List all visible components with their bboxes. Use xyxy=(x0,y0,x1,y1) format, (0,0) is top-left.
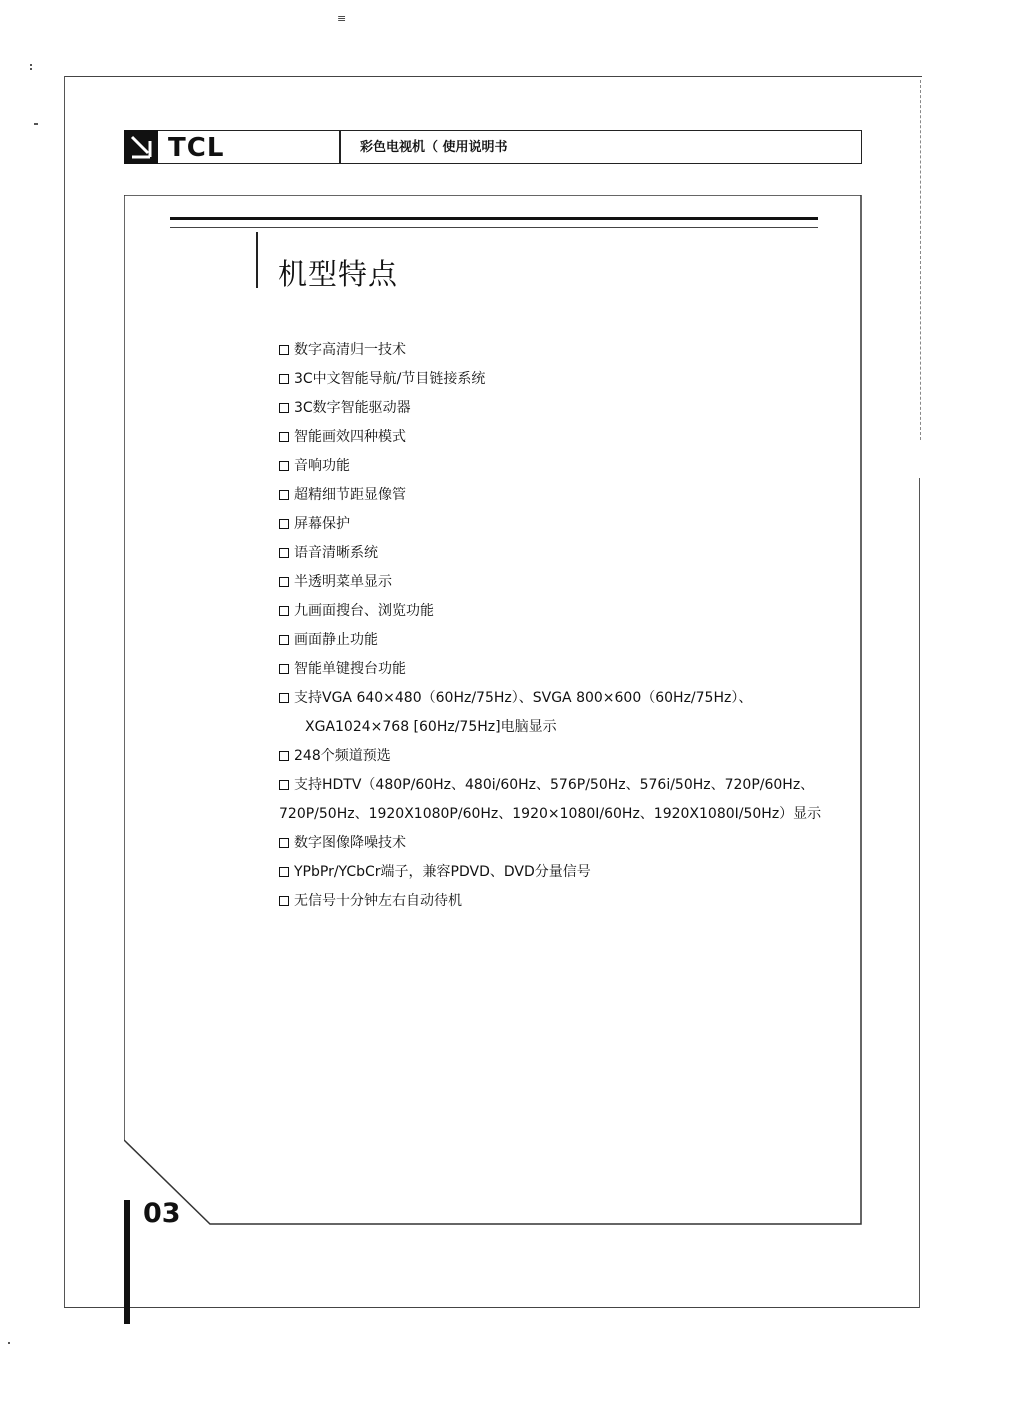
feature-text: 3C数字智能驱动器 xyxy=(294,400,411,416)
checkbox-icon xyxy=(279,519,289,529)
feature-item xyxy=(279,510,839,539)
page-frame-right-dashed xyxy=(920,80,921,440)
checkbox-icon xyxy=(279,606,289,616)
feature-text: 支持VGA 640×480（60Hz/75Hz）、SVGA 800×600（60Hz/75Hz）、 xyxy=(294,690,753,706)
checkbox-icon xyxy=(279,664,289,674)
feature-text: 音响功能 xyxy=(294,458,350,474)
feature-text: 画面静止功能 xyxy=(294,632,378,648)
feature-text: 智能单键搜台功能 xyxy=(294,661,406,677)
scan-speck xyxy=(34,123,38,125)
feature-item-continuation xyxy=(279,713,839,742)
checkbox-icon xyxy=(279,867,289,877)
title-side-bar xyxy=(256,232,258,288)
feature-item xyxy=(279,539,839,568)
page-frame-right xyxy=(919,478,920,1308)
feature-text: 3C中文智能导航/节目链接系统 xyxy=(294,371,486,387)
feature-item xyxy=(279,626,839,655)
checkbox-icon xyxy=(279,780,289,790)
feature-item xyxy=(279,829,839,858)
checkbox-icon xyxy=(279,896,289,906)
checkbox-icon xyxy=(279,490,289,500)
feature-item-continuation xyxy=(279,800,839,829)
brand-name: TCL xyxy=(168,133,225,163)
checkbox-icon xyxy=(279,461,289,471)
checkbox-icon xyxy=(279,693,289,703)
feature-item xyxy=(279,771,839,800)
feature-item xyxy=(279,684,839,713)
feature-text: 智能画效四种模式 xyxy=(294,429,406,445)
checkbox-icon xyxy=(279,345,289,355)
title-rule-thin xyxy=(170,227,818,228)
feature-text: 超精细节距显像管 xyxy=(294,487,406,503)
feature-text: XGA1024×768 [60Hz/75Hz]电脑显示 xyxy=(305,719,557,735)
page-frame-left xyxy=(64,76,65,1308)
checkbox-icon xyxy=(279,635,289,645)
page-title: 机型特点 xyxy=(278,257,399,291)
scan-speck xyxy=(8,1342,10,1344)
scan-speck xyxy=(30,64,32,66)
feature-text: 数字高清归一技术 xyxy=(294,342,406,358)
feature-item xyxy=(279,336,839,365)
checkbox-icon xyxy=(279,374,289,384)
scan-speck xyxy=(30,68,32,70)
feature-text: 数字图像降噪技术 xyxy=(294,835,406,851)
feature-text: YPbPr/YCbCr端子，兼容PDVD、DVD分量信号 xyxy=(294,864,591,880)
feature-item xyxy=(279,394,839,423)
feature-item xyxy=(279,597,839,626)
checkbox-icon xyxy=(279,751,289,761)
checkbox-icon xyxy=(279,577,289,587)
feature-item xyxy=(279,481,839,510)
feature-text: 支持HDTV（480P/60Hz、480i/60Hz、576P/50Hz、576i/50Hz、720P/60Hz、 xyxy=(294,777,815,793)
page-frame-bottom xyxy=(64,1307,920,1308)
title-rule-thick xyxy=(170,217,818,220)
feature-text: 248个频道预选 xyxy=(294,748,391,764)
feature-item xyxy=(279,655,839,684)
feature-item xyxy=(279,365,839,394)
feature-item xyxy=(279,887,839,916)
feature-text: 无信号十分钟左右自动待机 xyxy=(294,893,462,909)
tcl-logo-icon xyxy=(128,133,154,161)
checkbox-icon xyxy=(279,403,289,413)
header-divider xyxy=(339,130,341,164)
feature-text: 720P/50Hz、1920X1080P/60Hz、1920×1080I/60Hz、1920X1080I/50Hz）显示 xyxy=(279,806,822,822)
feature-text: 九画面搜台、浏览功能 xyxy=(294,603,434,619)
top-scan-mark: ≡ xyxy=(337,12,347,25)
feature-text: 屏幕保护 xyxy=(294,516,350,532)
feature-item xyxy=(279,568,839,597)
header-subtitle: 彩色电视机（ 使用说明书 xyxy=(360,140,508,155)
checkbox-icon xyxy=(279,838,289,848)
feature-item xyxy=(279,742,839,771)
feature-text: 半透明菜单显示 xyxy=(294,574,392,590)
feature-list xyxy=(279,336,839,916)
feature-item xyxy=(279,423,839,452)
feature-item xyxy=(279,452,839,481)
feature-item xyxy=(279,858,839,887)
checkbox-icon xyxy=(279,432,289,442)
page-number-bar xyxy=(124,1200,130,1324)
page-number: 03 xyxy=(143,1198,181,1229)
checkbox-icon xyxy=(279,548,289,558)
feature-text: 语音清晰系统 xyxy=(294,545,378,561)
page-frame-top xyxy=(64,76,922,77)
